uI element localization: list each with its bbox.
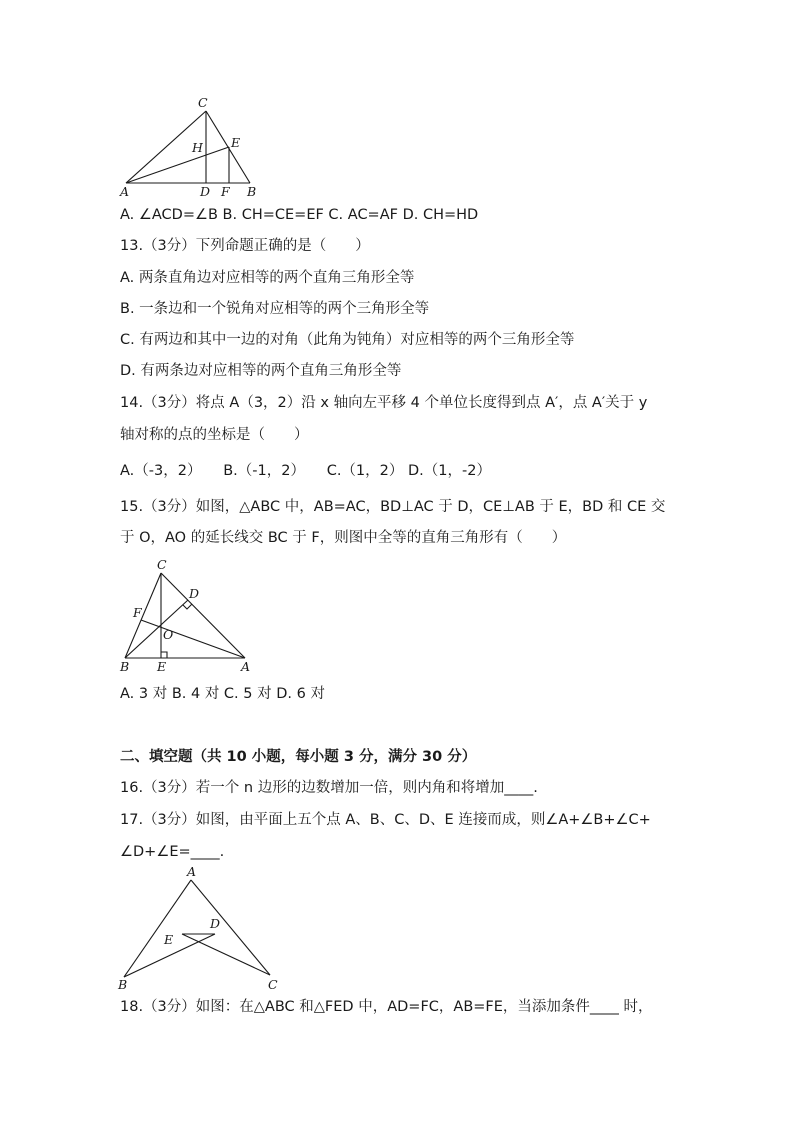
label-b: B [120, 659, 130, 674]
label-d: D [210, 916, 221, 931]
label-e: E [231, 135, 241, 150]
label-c: C [198, 95, 208, 110]
q15-options: A. 3 对 B. 4 对 C. 5 对 D. 6 对 [120, 686, 325, 702]
q13-option-a: A. 两条直角边对应相等的两个直角三角形全等 [120, 270, 415, 286]
label-a: A [120, 184, 130, 199]
q17-stem-line1: 17.（3分）如图，由平面上五个点 A、B、C、D、E 连接而成，则∠A+∠B+∠C+ [120, 812, 651, 828]
segment-ce [182, 934, 270, 975]
q13-option-c: C. 有两边和其中一边的对角（此角为钝角）对应相等的两个三角形全等 [120, 332, 575, 348]
q15-stem-line1: 15.（3分）如图，△ABC 中，AB=AC，BD⊥AC 于 D，CE⊥AB 于 E，BD 和 CE 交 [120, 499, 666, 515]
right-angle-mark-d [183, 604, 192, 609]
q14-options: A.（-3，2） B.（-1，2） C.（1，2） D.（1，-2） [120, 463, 491, 479]
q13-option-b: B. 一条边和一个锐角对应相等的两个三角形全等 [120, 301, 430, 317]
label-b: B [118, 977, 128, 992]
right-angle-mark-e [161, 652, 167, 658]
label-a: A [241, 659, 251, 674]
q17-figure [112, 862, 292, 992]
q12-figure [115, 95, 285, 205]
q16-stem: 16.（3分）若一个 n 边形的边数增加一倍，则内角和将增加____. [120, 780, 538, 796]
q12-options: A. ∠ACD=∠B B. CH=CE=EF C. AC=AF D. CH=HD [120, 207, 479, 223]
label-a: A [187, 864, 197, 879]
segment-ac [191, 880, 270, 975]
q14-stem-line1: 14.（3分）将点 A（3，2）沿 x 轴向左平移 4 个单位长度得到点 A′，点 A′关于 y [120, 395, 648, 411]
label-b: B [247, 184, 257, 199]
label-h: H [192, 140, 203, 155]
segment-ab [124, 880, 191, 977]
label-e: E [157, 659, 167, 674]
label-f: F [133, 605, 142, 620]
q15-stem-line2: 于 O，AO 的延长线交 BC 于 F，则图中全等的直角三角形有（ ） [120, 530, 567, 546]
label-f: F [221, 184, 230, 199]
q14-stem-line2: 轴对称的点的坐标是（ ） [120, 427, 309, 443]
segment-bc [125, 573, 161, 658]
label-o: O [163, 627, 174, 642]
label-d: D [200, 184, 211, 199]
segment-af [141, 620, 245, 658]
segment-ca [161, 573, 245, 658]
label-c: C [268, 977, 278, 992]
q15-figure [115, 558, 265, 673]
section2-heading: 二、填空题（共 10 小题，每小题 3 分，满分 30 分） [120, 749, 477, 765]
label-c: C [157, 557, 167, 572]
q17-stem-line2: ∠D+∠E=____. [120, 844, 225, 860]
q13-option-d: D. 有两条边对应相等的两个直角三角形全等 [120, 363, 402, 379]
segment-ae [126, 147, 229, 183]
label-d: D [189, 586, 200, 601]
q13-stem: 13.（3分）下列命题正确的是（ ） [120, 238, 370, 254]
label-e: E [164, 932, 174, 947]
q18-stem: 18.（3分）如图：在△ABC 和△FED 中，AD=FC，AB=FE，当添加条件____ 时， [120, 999, 653, 1015]
